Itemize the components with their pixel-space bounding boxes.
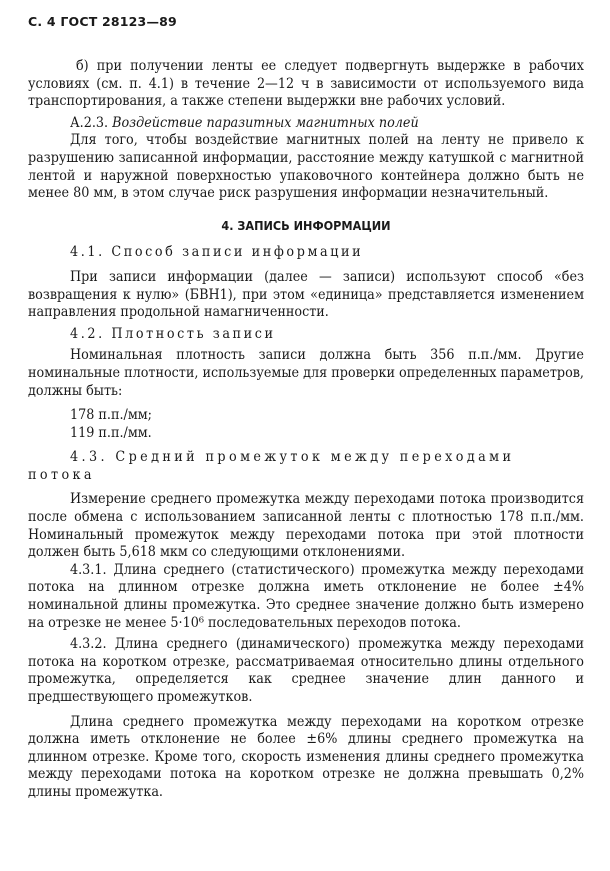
paragraph-recording-method: При записи информации (далее — записи) используют способ «без возвращения к нулю» (БВН1), при этом «единица» представляется изменением направления продольной намагниченности. [28,268,584,321]
paragraph-recording-density: Номинальная плотность записи должна быть 356 п.п./мм. Другие номинальные плотности, используемые для проверки определенных параметров, должны быть: [28,347,584,399]
paragraph-431-long-segment: 4.3.1. Длина среднего (статистического) промежутка между переходами потока на длинном отрезке должна иметь отклонение не более ±4% номинальной длины промежутка. Это среднее значение должно быть измерено на отрезке не менее 5·10⁶ последовательных переходов потока. [28,561,584,631]
section-a23-title: Воздействие паразитных магнитных полей [112,114,419,131]
list-item-density-119: 119 п.п./мм. [70,424,152,441]
section-a23-heading [28,115,584,133]
paragraph-transport-conditioning: б) при получении ленты ее следует подвергнуть выдержке в рабочих условиях (см. п. 4.1) в течение 2—12 ч в зависимости от используемого вида транспортирования, а также степени выдержки вне рабочих условий. [28,58,584,110]
section-42-heading: 4.2. Плотность записи [70,325,276,342]
document-body [28,58,584,802]
paragraph-magnetic-fields: Для того, чтобы воздействие магнитных полей на ленту не привело к разрушению записанной информации, расстояние между катушкой с магнитной лентой и наружной поверхностью упаковочного контейнера должно быть не менее 80 мм, в этом случае риск разрушения информации незначительный. [28,132,584,202]
paragraph-432-short-segment: 4.3.2. Длина среднего (динамического) промежутка между переходами потока на коротком отрезке, рассматриваемая относительно длины отдельного промежутка, определяется как среднее значение длин данного и предшествующего промежутков. [28,636,584,705]
section-4-title: 4. ЗАПИСЬ ИНФОРМАЦИИ [221,217,391,233]
section-a23-number: А.2.3. [70,114,109,131]
page-header: С. 4 ГОСТ 28123—89 [28,14,177,29]
section-43-heading: 4.3. Средний промежуток между переходами потока [28,449,515,483]
section-41-heading: 4.1. Способ записи информации [70,244,364,261]
paragraph-short-segment-deviation: Длина среднего промежутка между переходами на коротком отрезке должна иметь отклонение не более ±6% длины среднего промежутка на длинном отрезке. Кроме того, скорость изменения длины среднего промежутка между переходами потока на коротком отрезке не должна превышать 0,2% длины промежутка. [28,713,584,800]
paragraph-interval-measurement: Измерение среднего промежутка между переходами потока производится после обмена с использованием записанной ленты с плотностью 178 п.п./мм. Номинальный промежуток между переходами потока при этой плотности должен быть 5,618 мкм со следующими отклонениями. [28,491,584,561]
list-item-density-178: 178 п.п./мм; [70,407,152,424]
